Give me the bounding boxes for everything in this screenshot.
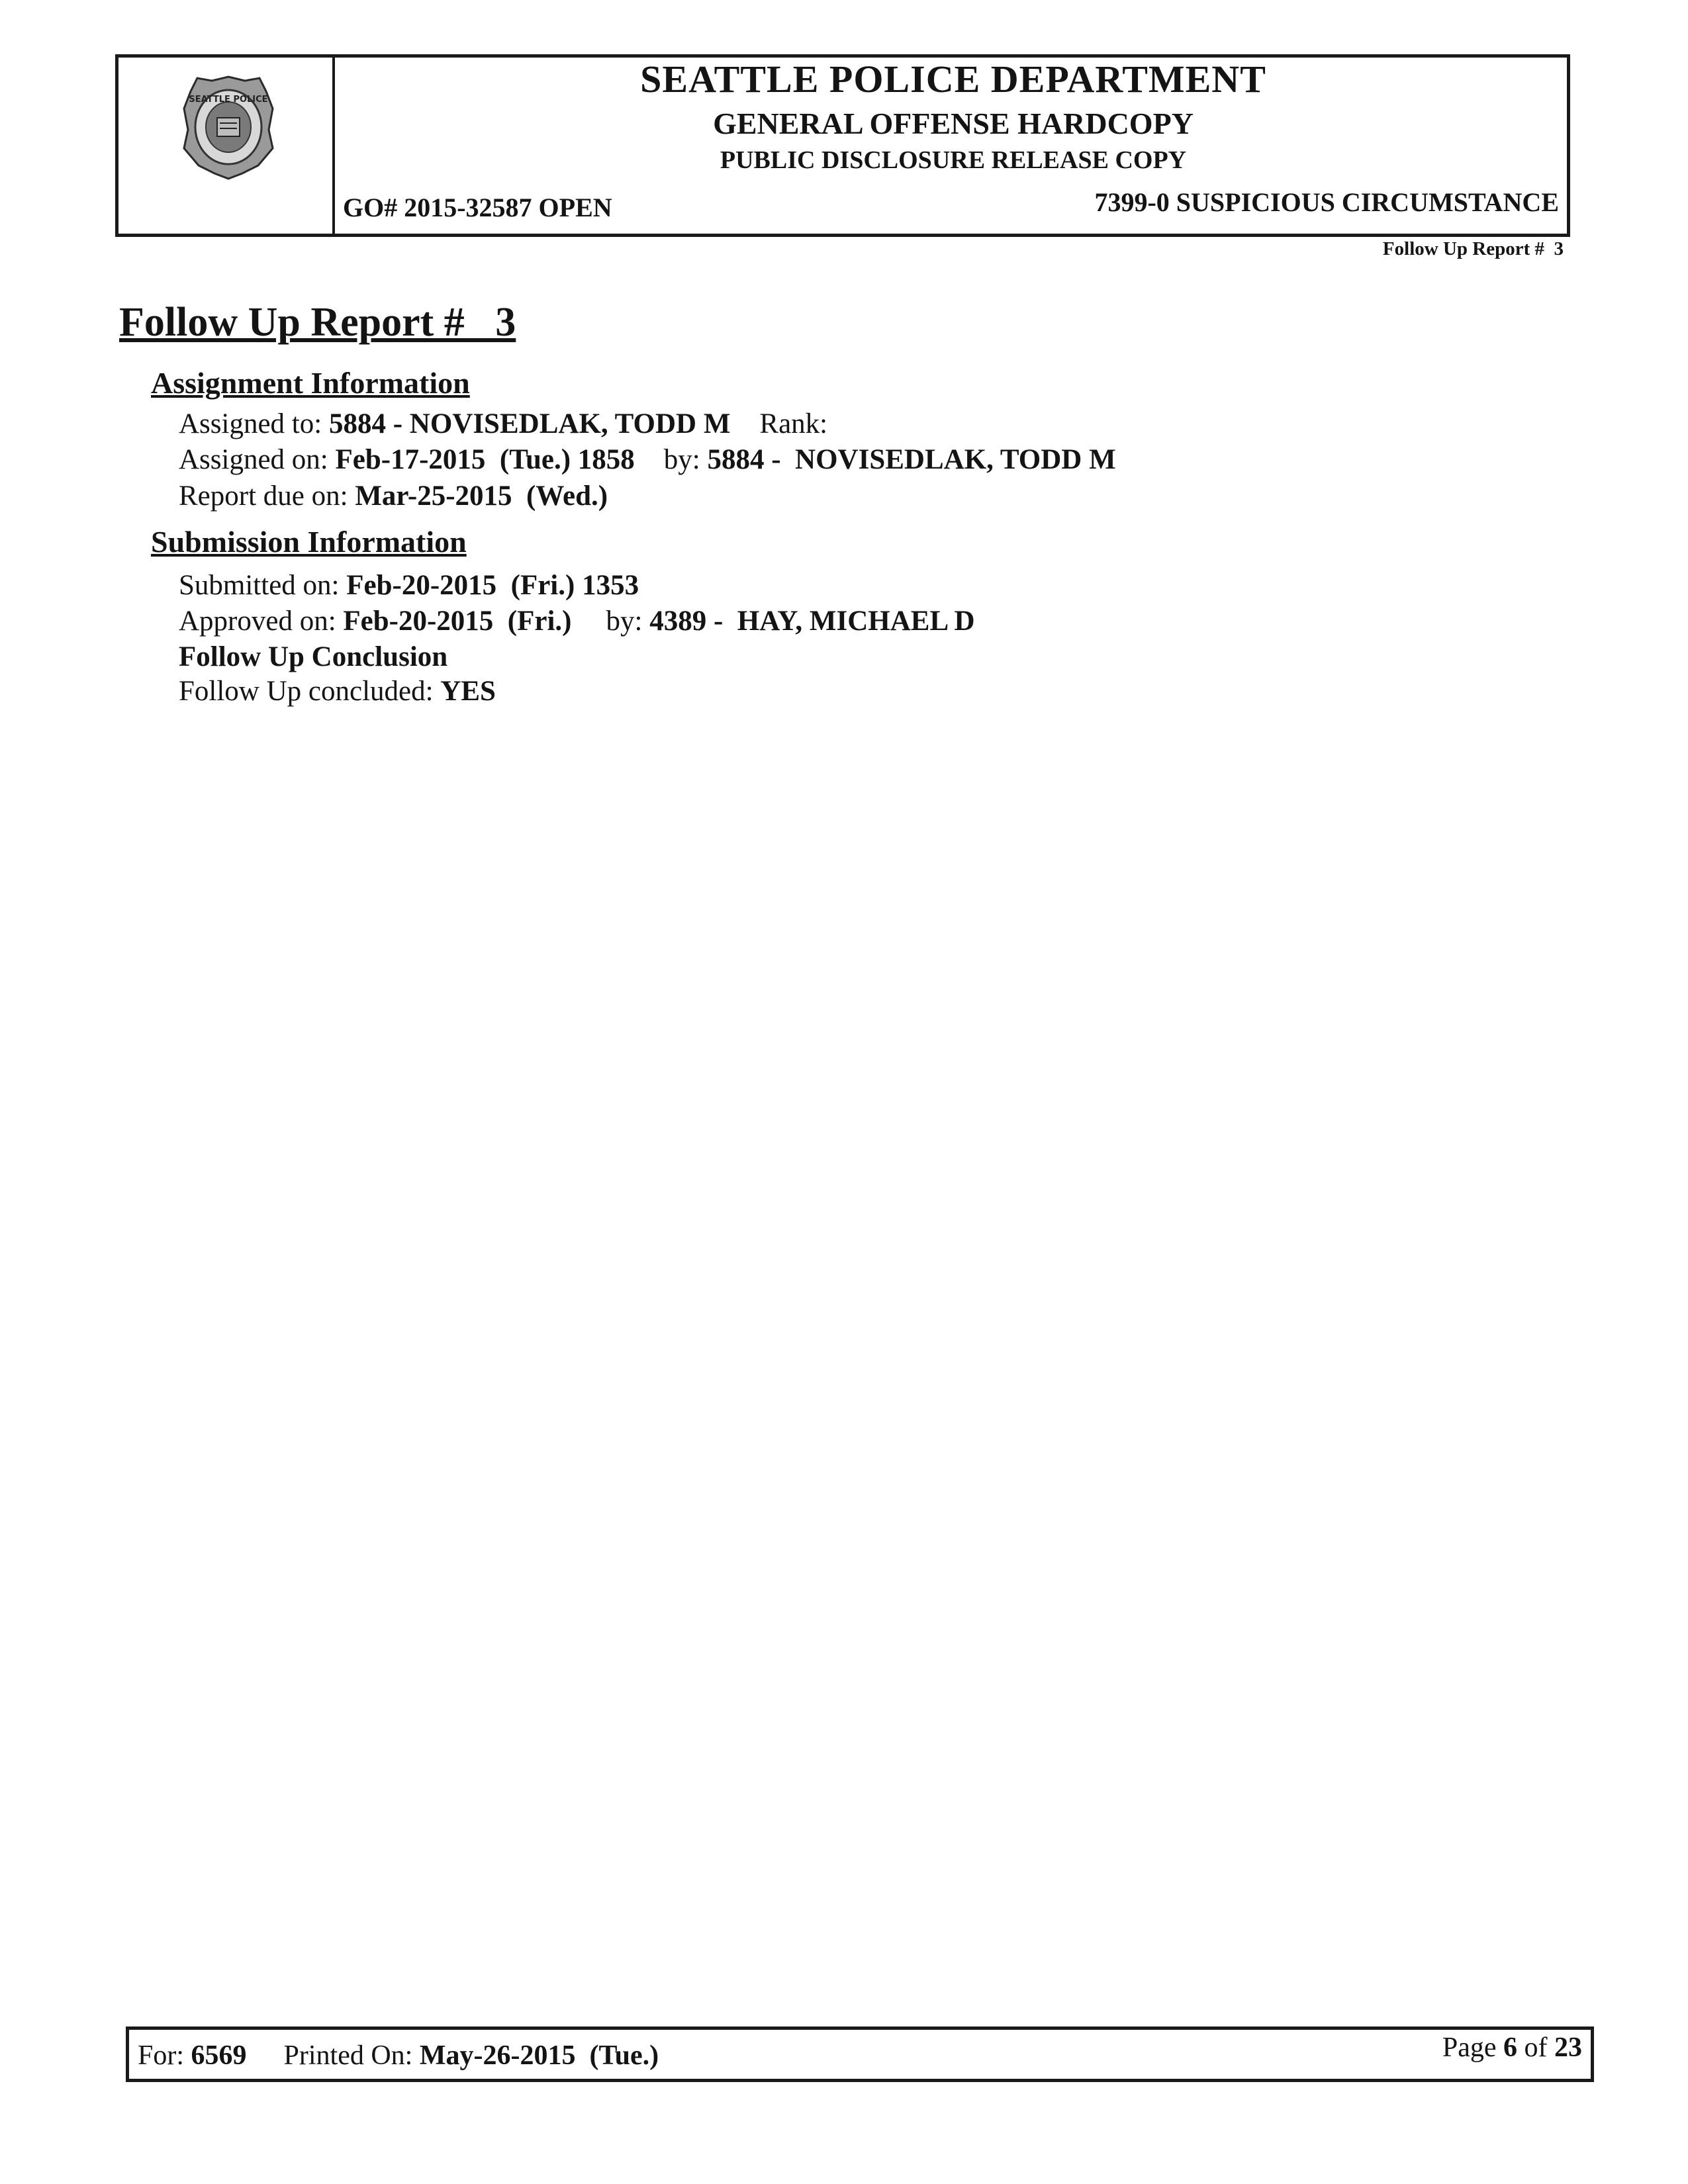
submission-heading: Submission Information <box>151 525 467 559</box>
report-due-row <box>179 480 608 512</box>
release-subtitle: PUBLIC DISCLOSURE RELEASE COPY <box>720 146 1187 174</box>
page-of-label: of <box>1517 2032 1554 2063</box>
assigned-to-label: Assigned to: <box>179 408 329 439</box>
page-label: Page <box>1442 2032 1503 2063</box>
follow-up-concluded-row <box>179 675 496 707</box>
page-total: 23 <box>1554 2032 1582 2063</box>
document-subtitle: GENERAL OFFENSE HARDCOPY <box>713 107 1194 140</box>
police-badge-icon <box>179 74 278 180</box>
approved-by-label: by: <box>606 606 650 637</box>
for-label: For: <box>138 2040 191 2071</box>
page-current: 6 <box>1503 2032 1517 2063</box>
assignment-heading: Assignment Information <box>151 366 470 400</box>
follow-up-concluded-label: Follow Up concluded: <box>179 676 441 707</box>
header-report-reference: Follow Up Report # 3 <box>1382 238 1564 259</box>
page-number <box>1442 2032 1582 2064</box>
approved-on-label: Approved on: <box>179 606 344 637</box>
assigned-to-row <box>179 408 827 440</box>
submitted-on-label: Submitted on: <box>179 570 347 601</box>
assigned-by-label: by: <box>663 444 708 475</box>
assigned-by-value: 5884 - NOVISEDLAK, TODD M <box>707 444 1116 475</box>
offense-code: 7399-0 SUSPICIOUS CIRCUMSTANCE <box>1094 187 1559 217</box>
printed-on-label: Printed On: <box>283 2040 420 2071</box>
submitted-on-row <box>179 569 639 602</box>
approved-on-row <box>179 605 975 637</box>
department-title: SEATTLE POLICE DEPARTMENT <box>640 58 1266 101</box>
header-divider <box>332 56 335 236</box>
approved-by-value: 4389 - HAY, MICHAEL D <box>649 606 975 637</box>
report-title: Follow Up Report # 3 <box>119 300 516 345</box>
assigned-on-value: Feb-17-2015 (Tue.) 1858 <box>335 444 635 475</box>
report-due-label: Report due on: <box>179 480 355 512</box>
approved-on-value: Feb-20-2015 (Fri.) <box>343 606 572 637</box>
report-due-value: Mar-25-2015 (Wed.) <box>355 480 608 512</box>
assigned-on-row <box>179 443 1116 476</box>
badge-text: SEATTLE POLICE <box>189 95 268 105</box>
follow-up-concluded-value: YES <box>440 676 496 707</box>
printed-on-value: May-26-2015 (Tue.) <box>419 2040 659 2071</box>
assigned-to-value: 5884 - NOVISEDLAK, TODD M <box>328 408 731 439</box>
assigned-on-label: Assigned on: <box>179 444 336 475</box>
footer-print-info <box>138 2040 659 2071</box>
go-number: GO# 2015-32587 OPEN <box>343 193 612 222</box>
conclusion-heading: Follow Up Conclusion <box>179 641 448 672</box>
rank-label: Rank: <box>759 408 828 439</box>
submitted-on-value: Feb-20-2015 (Fri.) 1353 <box>346 570 639 601</box>
for-value: 6569 <box>191 2040 247 2071</box>
